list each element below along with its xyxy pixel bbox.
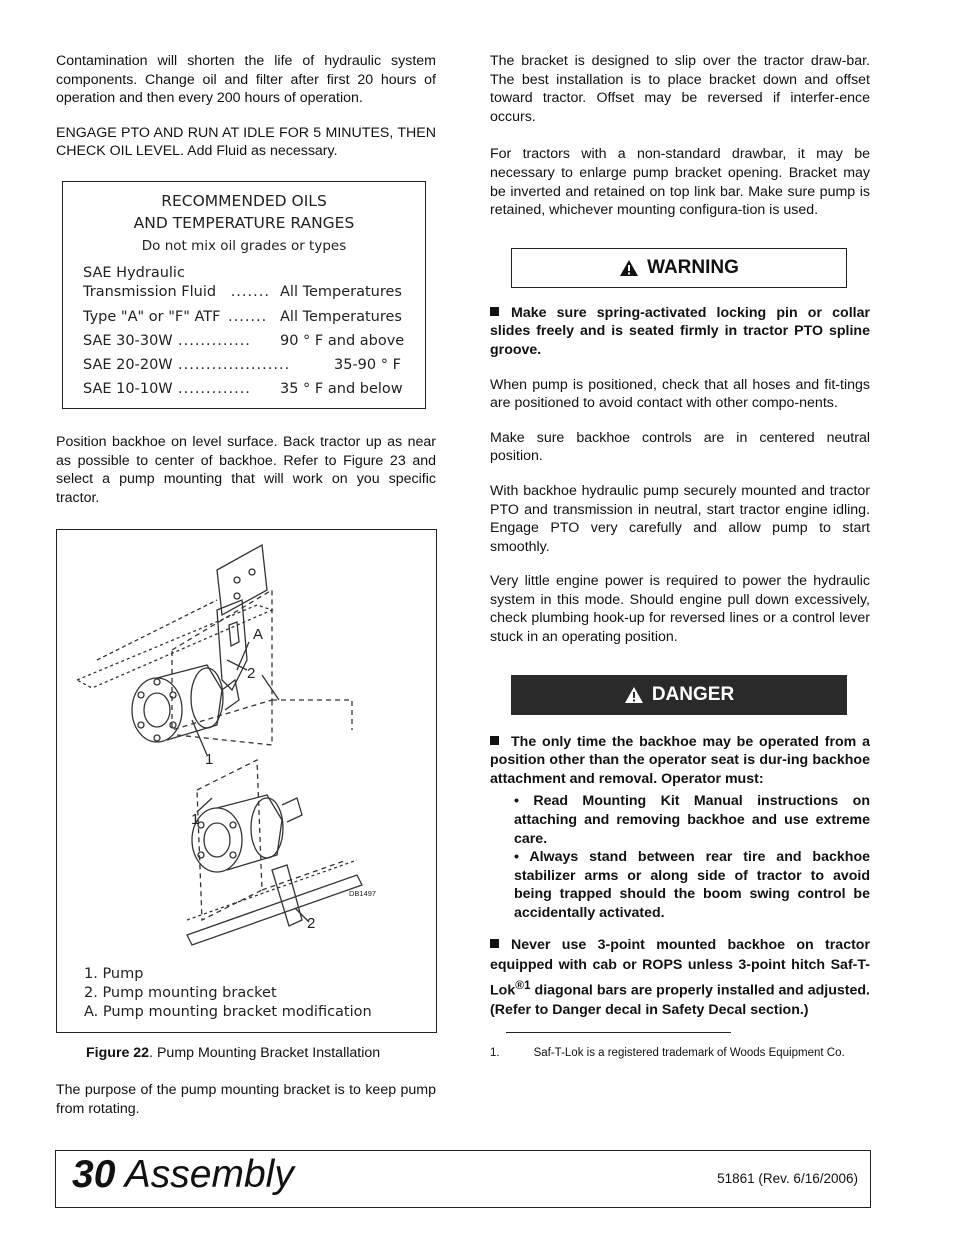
danger-bullet-1-text: The only time the backhoe may be operated from a position other than the operator seat is dur-ing backhoe attachment and removal. Operator must: bbox=[490, 733, 870, 787]
page-number: 30 bbox=[72, 1153, 116, 1196]
oil-dots: ....... bbox=[230, 283, 270, 300]
danger-triangle-icon bbox=[624, 686, 644, 704]
trademark-superscript: ®1 bbox=[515, 977, 531, 992]
warning-label: WARNING bbox=[647, 256, 739, 278]
oil-value: 90 ° F and above bbox=[280, 332, 405, 349]
footnote-rule bbox=[506, 1032, 731, 1033]
oil-label: SAE 10-10W bbox=[83, 380, 173, 397]
oil-row-sae30 bbox=[83, 332, 405, 349]
position-backhoe-paragraph: Position backhoe on level surface. Back tractor up as near as possible to center of backhoe. Refer to Figure 23 and select a pump mounting that will work on you specific tractor. bbox=[56, 433, 436, 506]
start-engine-paragraph: With backhoe hydraulic pump securely mounted and tractor PTO and transmission in neutral, start tractor engine idling. Engage PTO very carefully and allow pump to start smoothly. bbox=[490, 482, 870, 555]
oil-row-atf bbox=[83, 308, 402, 325]
oil-row-hydraulic-label1: SAE Hydraulic bbox=[83, 264, 185, 281]
danger-box bbox=[511, 675, 847, 715]
figure-22-frame bbox=[56, 529, 437, 1033]
oil-label: Type "A" or "F" ATF bbox=[83, 308, 221, 325]
page-title bbox=[72, 1153, 294, 1197]
oil-value: 35 ° F and below bbox=[280, 380, 403, 397]
callout-1-bottom: 1 bbox=[191, 811, 200, 829]
oil-label: SAE 20-20W bbox=[83, 356, 173, 373]
oils-title-line2: AND TEMPERATURE RANGES bbox=[133, 213, 355, 232]
left-column bbox=[56, 52, 436, 1135]
oil-row-sae10 bbox=[83, 380, 403, 397]
oil-dots: .................... bbox=[178, 356, 291, 373]
figure-caption-label: Figure 22 bbox=[86, 1045, 150, 1062]
bracket-design-paragraph: The bracket is designed to slip over the tractor draw-bar. The best installation is to place bracket down and offset toward tractor. Offset may be reversed if interfer-ence occurs. bbox=[490, 53, 870, 125]
engage-pto-paragraph: ENGAGE PTO AND RUN AT IDLE FOR 5 MINUTES, THEN CHECK OIL LEVEL. Add Fluid as necessary. bbox=[56, 124, 436, 160]
bullet-square-icon bbox=[490, 736, 499, 745]
figure-caption bbox=[86, 1045, 436, 1061]
danger-bullet-2 bbox=[490, 935, 870, 1021]
callout-2-bottom: 2 bbox=[307, 915, 316, 933]
legend-item-pump: 1. Pump bbox=[84, 966, 144, 983]
oil-label: Transmission Fluid bbox=[83, 283, 217, 300]
figure-caption-text: . Pump Mounting Bracket Installation bbox=[149, 1045, 381, 1062]
bullet-square-icon bbox=[490, 307, 499, 316]
oil-value: 35-90 ° F bbox=[334, 356, 401, 373]
oils-subtitle: Do not mix oil grades or types bbox=[141, 237, 347, 254]
warning-bullet bbox=[490, 304, 870, 360]
warning-triangle-icon bbox=[619, 259, 639, 277]
engine-power-paragraph: Very little engine power is required to power the hydraulic system in this mode. Should engine pull down excessively, check plumbing hook-up for reversed lines or a control lever stuck in an operating position. bbox=[490, 573, 870, 646]
callout-a: A bbox=[253, 626, 264, 644]
oil-dots: ............. bbox=[178, 332, 251, 349]
legend-item-modification: A. Pump mounting bracket modification bbox=[84, 1004, 372, 1021]
hoses-paragraph: When pump is positioned, check that all hoses and fit-tings are positioned to avoid contact with other compo-nents. bbox=[490, 376, 870, 412]
oil-row-sae20 bbox=[83, 356, 401, 373]
revision-label: 51861 (Rev. 6/16/2006) bbox=[717, 1171, 858, 1186]
oil-label: SAE 30-30W bbox=[83, 332, 173, 349]
bullet-square-icon bbox=[490, 939, 499, 948]
bracket-purpose-paragraph: The purpose of the pump mounting bracket is to keep pump from rotating. bbox=[56, 1082, 436, 1117]
recommended-oils-box bbox=[62, 181, 426, 409]
contamination-paragraph: Contamination will shorten the life of hydraulic system components. Change oil and filter after first 20 hours of operation and then every 200 hours of operation. bbox=[56, 53, 436, 107]
pump-bracket-illustration bbox=[57, 530, 436, 1032]
warning-bullet-text: Make sure spring-activated locking pin or collar slides freely and is seated firmly in tractor PTO spline groove. bbox=[490, 304, 870, 358]
footnote bbox=[490, 1045, 870, 1061]
legend-item-bracket: 2. Pump mounting bracket bbox=[84, 985, 277, 1002]
footnote-number: 1. bbox=[490, 1047, 500, 1060]
oil-value: All Temperatures bbox=[280, 308, 402, 325]
right-column bbox=[490, 52, 870, 1061]
oil-value: All Temperatures bbox=[280, 283, 402, 300]
danger-bullet-1 bbox=[490, 733, 870, 789]
controls-neutral-paragraph: Make sure backhoe controls are in centered neutral position. bbox=[490, 429, 870, 465]
section-title: Assembly bbox=[124, 1153, 294, 1196]
oil-dots: ............. bbox=[178, 380, 251, 397]
oils-title-line1: RECOMMENDED OILS bbox=[161, 191, 327, 210]
callout-1-top: 1 bbox=[205, 751, 214, 769]
warning-box bbox=[511, 248, 847, 288]
danger-sub-bullet-2: • Always stand between rear tire and backhoe stabilizer arms or along side of tractor to avoid being trapped should the boom swing control be accidentally activated. bbox=[514, 849, 870, 921]
danger-label: DANGER bbox=[651, 683, 735, 705]
page-footer bbox=[55, 1150, 871, 1208]
oil-dots: ....... bbox=[228, 308, 268, 325]
oil-row-hydraulic bbox=[83, 283, 402, 300]
footnote-text: Saf-T-Lok is a registered trademark of Woods Equipment Co. bbox=[533, 1047, 845, 1060]
figure-code: DB1497 bbox=[349, 889, 377, 899]
danger-bullet-2-text-cont: diagonal bars are properly installed and adjusted. (Refer to Danger decal in Safety Decal section.) bbox=[490, 982, 870, 1019]
danger-sub-bullet-1: • Read Mounting Kit Manual instructions on attaching and removing backhoe and use extreme care. bbox=[514, 793, 870, 847]
callout-2-top: 2 bbox=[247, 665, 256, 683]
danger-bullet-2-text: Never use 3-point mounted backhoe on tractor equipped with cab or ROPS unless 3-point hitch Saf-T-Lok bbox=[490, 936, 870, 999]
nonstandard-drawbar-paragraph: For tractors with a non-standard drawbar, it may be necessary to enlarge pump bracket opening. Bracket may be inverted and retained on top link bar. Make sure pump is retained, whichever mounting configura-tion is used. bbox=[490, 146, 870, 219]
